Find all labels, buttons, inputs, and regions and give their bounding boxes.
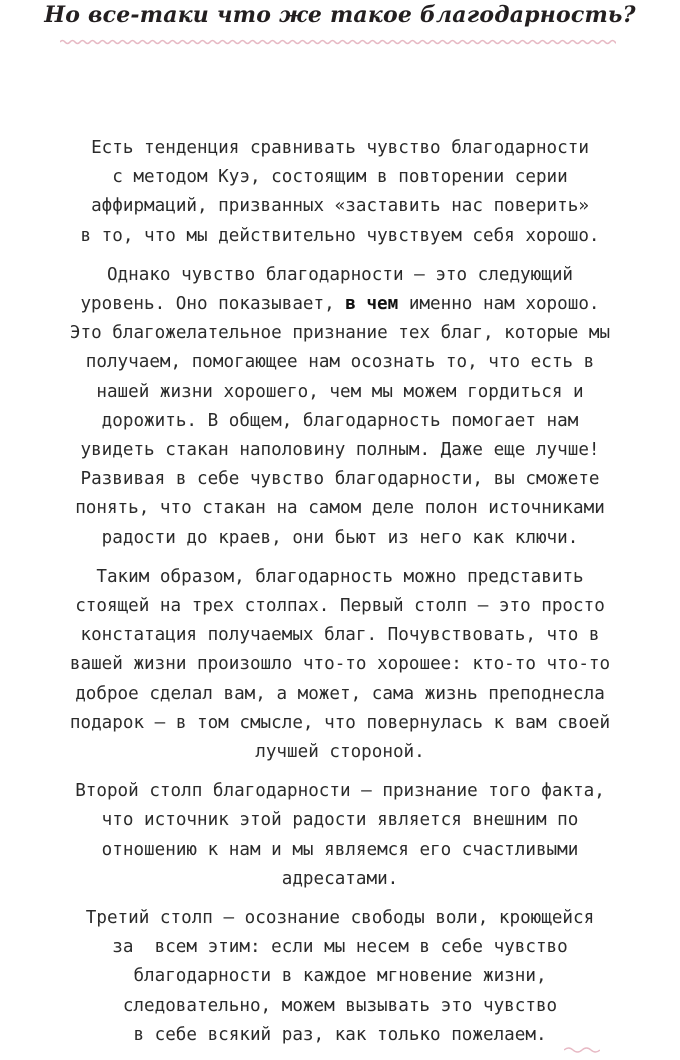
- text-line: подарок — в том смысле, что повернулась к вам своей: [69, 712, 611, 733]
- text-line: доброе сделал вам, а может, сама жизнь преподнесла: [75, 683, 605, 704]
- text-line: аффирмаций, призванных «заставить нас поверить»: [91, 196, 589, 217]
- text-line: Третий столп — осознание свободы воли, кроющейся: [85, 908, 595, 929]
- text-line: за всем этим: если мы несем в себе чувство: [112, 937, 568, 958]
- paragraph-2: [0, 261, 680, 553]
- text-line: в себе всякий раз, как только пожелаем.: [133, 1024, 547, 1045]
- paragraph-3: [0, 563, 680, 767]
- text-segment: уровень. Оно показывает,: [80, 294, 346, 315]
- section-title: Но все-таки что же такое благодарность?: [44, 2, 636, 28]
- text-line: понять, что стакан на самом деле полон источниками: [75, 498, 605, 519]
- paragraph-4: [0, 777, 680, 894]
- paragraph-5: [0, 904, 680, 1050]
- text-line: отношению к нам и мы являемся его счастливыми: [101, 839, 579, 860]
- wavy-underline-icon: [60, 37, 616, 47]
- text-line: адресатами.: [281, 868, 399, 889]
- text-line: констатация получаемых благ. Почувствовать, что в: [80, 625, 600, 646]
- end-squiggle-icon: [564, 1046, 600, 1054]
- text-line: Таким образом, благодарность можно представить: [96, 566, 584, 587]
- text-line: Развивая в себе чувство благодарности, вы сможете: [80, 469, 600, 490]
- text-line: вашей жизни произошло что-то хорошее: кто-то что-то: [69, 654, 611, 675]
- text-line: лучшей стороной.: [255, 742, 425, 763]
- text-line: следовательно, можем вызывать это чувство: [122, 995, 558, 1016]
- text-line: дорожить. В общем, благодарность помогает нам: [101, 410, 579, 431]
- text-line: Это благожелательное признание тех благ, которые мы: [69, 323, 611, 344]
- text-line: в то, что мы действительно чувствуем себя хорошо.: [80, 225, 600, 246]
- text-line: что источник этой радости является внешним по: [101, 810, 579, 831]
- text-line: Второй столп благодарности — признание того факта,: [75, 781, 605, 802]
- paragraph-1: [0, 134, 680, 251]
- text-line: благодарности в каждое мгновение жизни,: [133, 966, 547, 987]
- text-line: стоящей на трех столпах. Первый столп — это просто: [75, 596, 605, 617]
- text-line: Однако чувство благодарности — это следующий: [106, 264, 574, 285]
- text-line: увидеть стакан наполовину полным. Даже еще лучше!: [80, 440, 600, 461]
- text-line: радости до краев, они бьют из него как ключи.: [101, 527, 579, 548]
- text-line: [0, 290, 680, 319]
- text-segment: именно нам хорошо.: [398, 294, 600, 315]
- text-line: Есть тенденция сравнивать чувство благодарности: [91, 138, 589, 158]
- text-line: получаем, помогающее нам осознать то, что есть в: [85, 352, 595, 373]
- emphasis-text: в чем: [345, 294, 399, 315]
- text-line: нашей жизни хорошего, чем мы можем гордиться и: [96, 381, 584, 402]
- body-text: [0, 134, 680, 1060]
- text-line: с методом Куэ, состоящим в повторении серии: [112, 167, 568, 188]
